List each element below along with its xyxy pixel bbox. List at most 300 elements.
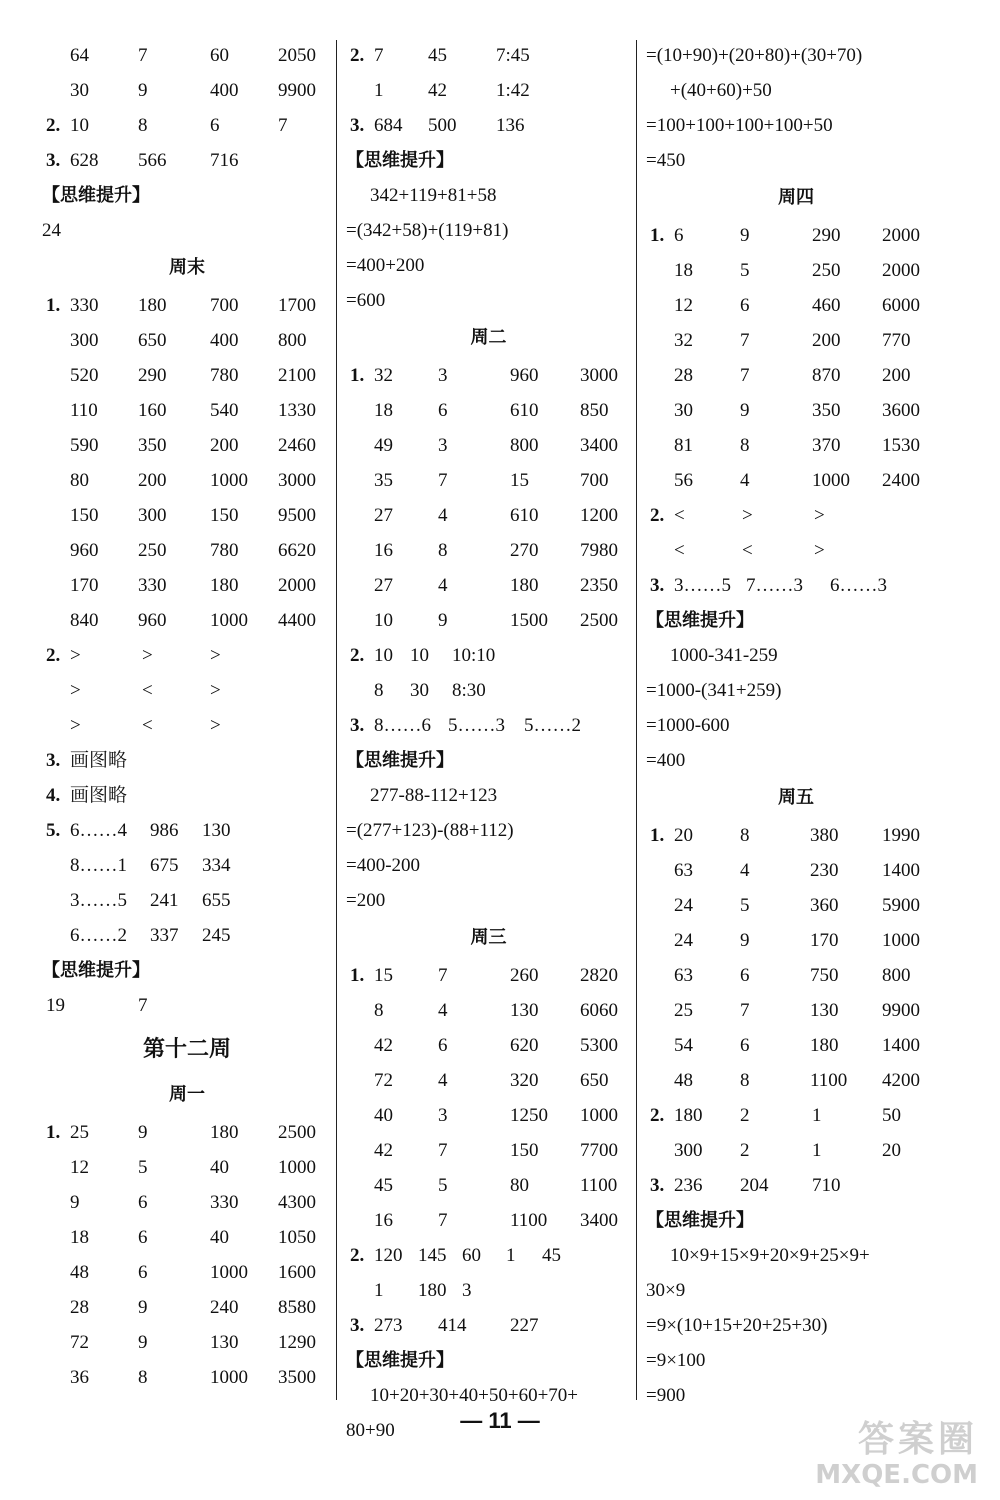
answer-row — [42, 568, 332, 603]
question-number: 3. — [350, 715, 365, 736]
answer-value: > — [814, 505, 825, 526]
answer-row — [346, 498, 631, 533]
answer-value: 81 — [674, 435, 693, 456]
answer-value: 10 — [374, 645, 393, 666]
answer-value: 7 — [278, 115, 288, 136]
work-line: =400-200 — [346, 855, 421, 876]
answer-value: 750 — [810, 965, 839, 986]
thinking-answer: 24 — [42, 220, 61, 241]
answer-value: 5 — [138, 1157, 148, 1178]
answer-value: 1100 — [510, 1210, 548, 1231]
answer-row — [346, 108, 631, 143]
answer-row — [346, 358, 631, 393]
answer-value: < — [742, 540, 753, 561]
answer-value: 5……2 — [524, 715, 581, 736]
answer-value: 227 — [510, 1315, 539, 1336]
answer-row — [346, 73, 631, 108]
answer-value: 2050 — [278, 45, 316, 66]
answer-value: 63 — [674, 965, 693, 986]
answer-value: 2400 — [882, 470, 920, 491]
wednesday-heading: 周三 — [470, 927, 507, 948]
answer-value: > — [814, 540, 825, 561]
thinking-work — [646, 1238, 946, 1413]
answer-value: 330 — [70, 295, 99, 316]
weekend-question-3 — [42, 743, 332, 778]
answer-value: 986 — [150, 820, 179, 841]
answer-value: 28 — [674, 365, 693, 386]
answer-value: 1000 — [882, 930, 920, 951]
answer-value: 1050 — [278, 1227, 316, 1248]
answer-row — [646, 288, 946, 323]
column-2 — [346, 38, 631, 1448]
answer-row — [42, 673, 332, 708]
answer-value: 18 — [674, 260, 693, 281]
answer-value: 240 — [210, 1297, 239, 1318]
answer-value: 320 — [510, 1070, 539, 1091]
answer-value: 8580 — [278, 1297, 316, 1318]
answer-value: < — [674, 540, 685, 561]
answer-value: 24 — [674, 930, 693, 951]
answer-value: 1250 — [510, 1105, 548, 1126]
answer-value: 10 — [70, 115, 89, 136]
answer-row — [346, 1133, 631, 1168]
answer-value: 18 — [374, 400, 393, 421]
work-line: =450 — [646, 150, 686, 171]
answer-value: 2350 — [580, 575, 618, 596]
answer-value: 960 — [510, 365, 539, 386]
answer-value: 27 — [374, 505, 393, 526]
question-number: 2. — [350, 645, 365, 666]
answer-row — [346, 673, 631, 708]
question-number: 3. — [46, 750, 61, 771]
answer-value: 180 — [674, 1105, 703, 1126]
answer-row — [42, 1185, 332, 1220]
answer-value: 32 — [374, 365, 393, 386]
answer-row — [646, 1063, 946, 1098]
answer-row — [646, 568, 946, 603]
answer-value: 650 — [580, 1070, 609, 1091]
answer-value: 204 — [740, 1175, 769, 1196]
work-line: 80+90 — [346, 1420, 395, 1441]
answer-value: 6……4 — [70, 820, 127, 841]
answer-value: 12 — [674, 295, 693, 316]
answer-value: 1 — [506, 1245, 516, 1266]
answer-row — [346, 1203, 631, 1238]
answer-row — [42, 143, 332, 178]
work-line: 1000-341-259 — [670, 645, 778, 666]
answer-value: 800 — [882, 965, 911, 986]
answer-value: 850 — [580, 400, 609, 421]
answer-row — [346, 708, 631, 743]
answer-value: 160 — [138, 400, 167, 421]
answer-row — [646, 428, 946, 463]
answer-value: 245 — [202, 925, 231, 946]
question-number: 2. — [350, 45, 365, 66]
answer-value: 628 — [70, 150, 99, 171]
answer-value: 780 — [210, 365, 239, 386]
answer-value: 2000 — [882, 225, 920, 246]
answer-value: 3400 — [580, 1210, 618, 1231]
answer-value: 236 — [674, 1175, 703, 1196]
answer-value: 540 — [210, 400, 239, 421]
answer-value: 1 — [812, 1140, 822, 1161]
question-number: 1. — [650, 225, 665, 246]
answer-value: 64 — [70, 45, 89, 66]
answer-row — [646, 358, 946, 393]
answer-value: > — [210, 715, 221, 736]
answer-value: 610 — [510, 400, 539, 421]
tuesday-question-3 — [346, 708, 631, 743]
answer-value: 7700 — [580, 1140, 618, 1161]
weekend-question-1 — [42, 288, 332, 638]
answer-value: 800 — [278, 330, 307, 351]
work-line: 342+119+81+58 — [370, 185, 497, 206]
wednesday-question-3 — [346, 1308, 631, 1343]
question-number: 3. — [350, 1315, 365, 1336]
answer-value: 145 — [418, 1245, 447, 1266]
answer-value: > — [142, 645, 153, 666]
answer-value: 5……3 — [448, 715, 505, 736]
question-number: 4. — [46, 785, 61, 806]
answer-value: 9500 — [278, 505, 316, 526]
answer-value: 180 — [138, 295, 167, 316]
answer-value: 7 — [138, 45, 148, 66]
work-line: =9×100 — [646, 1350, 706, 1371]
answer-row — [42, 38, 332, 73]
answer-value: 1000 — [210, 470, 248, 491]
answer-row — [646, 1098, 946, 1133]
work-line: =100+100+100+100+50 — [646, 115, 833, 136]
work-line: =600 — [346, 290, 386, 311]
weekend-question-4 — [42, 778, 332, 813]
answer-value: 300 — [70, 330, 99, 351]
answer-row — [646, 463, 946, 498]
answer-value: 1000 — [210, 610, 248, 631]
answer-value: 1100 — [810, 1070, 848, 1091]
answer-value: 130 — [210, 1332, 239, 1353]
answer-value: 4 — [438, 575, 448, 596]
answer-value: 3 — [462, 1280, 472, 1301]
answer-row — [346, 1308, 631, 1343]
answer-row — [346, 428, 631, 463]
answer-value: 10:10 — [452, 645, 496, 666]
answer-value: 800 — [510, 435, 539, 456]
answer-value: 2000 — [882, 260, 920, 281]
answer-value: 3 — [438, 365, 448, 386]
answer-row — [346, 638, 631, 673]
answer-value: 6 — [740, 965, 750, 986]
answer-value: 150 — [510, 1140, 539, 1161]
answer-value: 1100 — [580, 1175, 618, 1196]
weekend-question-5 — [42, 813, 332, 953]
answer-value: 7:45 — [496, 45, 530, 66]
answer-value: 170 — [810, 930, 839, 951]
answer-value: 25 — [70, 1122, 89, 1143]
answer-value: 5 — [740, 260, 750, 281]
answer-value: 6 — [438, 400, 448, 421]
tuesday-question-2 — [346, 638, 631, 708]
answer-value: 300 — [138, 505, 167, 526]
answer-value: 350 — [138, 435, 167, 456]
answer-value: 130 — [810, 1000, 839, 1021]
answer-value: 380 — [810, 825, 839, 846]
answer-value: 2 — [740, 1140, 750, 1161]
question-number: 1. — [350, 965, 365, 986]
answer-value: 6 — [674, 225, 684, 246]
thursday-question-2 — [646, 498, 946, 568]
answer-value: 8 — [740, 1070, 750, 1091]
friday-question-1 — [646, 818, 946, 1098]
answer-row — [42, 638, 332, 673]
answer-value: 48 — [70, 1262, 89, 1283]
answer-value: 675 — [150, 855, 179, 876]
answer-value: 35 — [374, 470, 393, 491]
answer-value: 960 — [70, 540, 99, 561]
thinking-section-label: 【思维提升】 — [346, 750, 454, 771]
answer-value: 45 — [542, 1245, 561, 1266]
question-number: 3. — [650, 1175, 665, 1196]
answer-row — [42, 1220, 332, 1255]
answer-value: 9 — [70, 1192, 80, 1213]
answer-value: 40 — [374, 1105, 393, 1126]
answer-value: 1500 — [510, 610, 548, 631]
thursday-question-3 — [646, 568, 946, 603]
work-line: =400 — [646, 750, 686, 771]
answer-value: > — [70, 715, 81, 736]
answer-value: 72 — [70, 1332, 89, 1353]
answer-value: 27 — [374, 575, 393, 596]
answer-row — [42, 108, 332, 143]
answer-value: 6620 — [278, 540, 316, 561]
answer-value: 200 — [210, 435, 239, 456]
answer-value: 5300 — [580, 1035, 618, 1056]
chapter-title: 第十二周 — [142, 1036, 231, 1062]
watermark-url: MXQE.COM — [815, 1460, 978, 1490]
answer-value: 56 — [674, 470, 693, 491]
continued-work — [646, 38, 946, 178]
answer-value: 870 — [812, 365, 841, 386]
wednesday-question-1 — [346, 958, 631, 1238]
answer-value: 10 — [374, 610, 393, 631]
answer-row — [646, 1133, 946, 1168]
answer-row — [346, 1238, 631, 1273]
work-line: =1000-600 — [646, 715, 730, 736]
answer-value: 7980 — [580, 540, 618, 561]
answer-row — [42, 393, 332, 428]
answer-value: 32 — [674, 330, 693, 351]
answer-value: 840 — [70, 610, 99, 631]
thinking-work — [346, 778, 631, 918]
answer-value: 780 — [210, 540, 239, 561]
answer-row — [42, 1360, 332, 1395]
answer-row — [646, 218, 946, 253]
answer-row — [42, 358, 332, 393]
answer-row — [346, 1063, 631, 1098]
question-number: 2. — [46, 645, 61, 666]
monday-heading: 周一 — [169, 1084, 205, 1105]
answer-value: 6 — [138, 1262, 148, 1283]
answer-row — [346, 568, 631, 603]
answer-value: 414 — [438, 1315, 467, 1336]
answer-value: 50 — [882, 1105, 901, 1126]
work-line: 10×9+15×9+20×9+25×9+ — [670, 1245, 870, 1266]
answer-value: 30 — [410, 680, 429, 701]
answer-value: 7 — [740, 365, 750, 386]
answer-value: 5 — [740, 895, 750, 916]
question-number: 1. — [46, 1122, 61, 1143]
answer-value: 360 — [810, 895, 839, 916]
answer-value: 7 — [438, 1210, 448, 1231]
answer-value: 48 — [674, 1070, 693, 1091]
answer-value: 6 — [210, 115, 220, 136]
answer-value: 270 — [510, 540, 539, 561]
thursday-question-1 — [646, 218, 946, 498]
answer-value: > — [210, 680, 221, 701]
answer-value: 130 — [510, 1000, 539, 1021]
weekend-heading: 周末 — [169, 257, 205, 278]
answer-value: 16 — [374, 540, 393, 561]
answer-value: < — [142, 715, 153, 736]
answer-value: 63 — [674, 860, 693, 881]
answer-value: 110 — [70, 400, 98, 421]
answer-value: < — [674, 505, 685, 526]
friday-question-3 — [646, 1168, 946, 1203]
answer-value: 24 — [674, 895, 693, 916]
answer-value: 7 — [438, 470, 448, 491]
answer-value: 330 — [138, 575, 167, 596]
answer-row — [42, 918, 332, 953]
answer-row — [346, 1273, 631, 1308]
answer-value: 1990 — [882, 825, 920, 846]
thinking-answer: 7 — [138, 995, 148, 1016]
answer-value: 180 — [210, 1122, 239, 1143]
answer-row — [346, 1028, 631, 1063]
answer-value: 80 — [510, 1175, 529, 1196]
answer-value: 42 — [374, 1035, 393, 1056]
answer-row — [346, 1168, 631, 1203]
answer-value: 60 — [462, 1245, 481, 1266]
thinking-section-label: 【思维提升】 — [346, 1350, 454, 1371]
answer-value: 4 — [740, 470, 750, 491]
answer-row — [646, 1168, 946, 1203]
answer-value: 49 — [374, 435, 393, 456]
answer-value: 684 — [374, 115, 403, 136]
answer-value: 170 — [70, 575, 99, 596]
answer-row — [346, 463, 631, 498]
answer-value: 1530 — [882, 435, 920, 456]
answer-value: 8 — [740, 435, 750, 456]
question-number: 2. — [650, 505, 665, 526]
answer-value: 200 — [812, 330, 841, 351]
answer-value: 370 — [812, 435, 841, 456]
thursday-heading: 周四 — [778, 187, 814, 208]
answer-value: 9 — [740, 930, 750, 951]
question-number: 1. — [350, 365, 365, 386]
friday-question-2 — [646, 1098, 946, 1168]
answer-value: 3 — [438, 435, 448, 456]
answer-value: 273 — [374, 1315, 403, 1336]
thinking-section-label: 【思维提升】 — [646, 1210, 754, 1231]
answer-text: 画图略 — [70, 750, 128, 771]
answer-row — [646, 253, 946, 288]
answer-value: 42 — [374, 1140, 393, 1161]
answer-value: 150 — [70, 505, 99, 526]
answer-value: 1000 — [580, 1105, 618, 1126]
answer-value: 1000 — [812, 470, 850, 491]
answer-value: 2500 — [278, 1122, 316, 1143]
watermark-logo — [778, 1420, 978, 1492]
answer-row — [346, 393, 631, 428]
answer-row — [346, 603, 631, 638]
column-3 — [646, 38, 946, 1413]
answer-value: 260 — [510, 965, 539, 986]
answer-row — [42, 288, 332, 323]
answer-value: 2820 — [580, 965, 618, 986]
answer-value: 8 — [740, 825, 750, 846]
answer-value: 520 — [70, 365, 99, 386]
answer-value: 20 — [674, 825, 693, 846]
work-line: +(40+60)+50 — [670, 80, 772, 101]
answer-value: > — [742, 505, 753, 526]
answer-row — [346, 993, 631, 1028]
answer-row — [646, 923, 946, 958]
answer-value: 6 — [740, 295, 750, 316]
answer-value: < — [142, 680, 153, 701]
answer-value: 36 — [70, 1367, 89, 1388]
page-number: — 11 — — [460, 1408, 540, 1433]
answer-row — [646, 323, 946, 358]
answer-value: 350 — [812, 400, 841, 421]
answer-value: 700 — [210, 295, 239, 316]
answer-row — [646, 853, 946, 888]
answer-value: 6060 — [580, 1000, 618, 1021]
answer-value: 2460 — [278, 435, 316, 456]
answer-row — [42, 848, 332, 883]
work-line: 10+20+30+40+50+60+70+ — [370, 1385, 579, 1406]
answer-value: 16 — [374, 1210, 393, 1231]
answer-value: 1700 — [278, 295, 316, 316]
answer-row — [646, 818, 946, 853]
answer-value: 590 — [70, 435, 99, 456]
answer-value: 650 — [138, 330, 167, 351]
answer-value: 330 — [210, 1192, 239, 1213]
answer-row — [646, 888, 946, 923]
work-line: =900 — [646, 1385, 686, 1406]
answer-value: 2100 — [278, 365, 316, 386]
answer-value: 3500 — [278, 1367, 316, 1388]
answer-value: 42 — [428, 80, 447, 101]
answer-row — [346, 1098, 631, 1133]
answer-row — [646, 393, 946, 428]
answer-row — [42, 1325, 332, 1360]
answer-row — [42, 813, 332, 848]
answer-value: 1000 — [210, 1367, 248, 1388]
answer-value: 4200 — [882, 1070, 920, 1091]
answer-value: 6……2 — [70, 925, 127, 946]
column-divider-right — [636, 40, 637, 1400]
answer-value: 9900 — [278, 80, 316, 101]
work-line: =(277+123)-(88+112) — [346, 820, 514, 841]
answer-value: 290 — [138, 365, 167, 386]
answer-value: 9 — [138, 1122, 148, 1143]
thinking-section-label: 【思维提升】 — [646, 610, 754, 631]
answer-value: 250 — [138, 540, 167, 561]
answer-value: 3400 — [580, 435, 618, 456]
answer-value: 334 — [202, 855, 231, 876]
answer-value: 12 — [70, 1157, 89, 1178]
answer-value: 8 — [374, 680, 384, 701]
answer-value: 4300 — [278, 1192, 316, 1213]
